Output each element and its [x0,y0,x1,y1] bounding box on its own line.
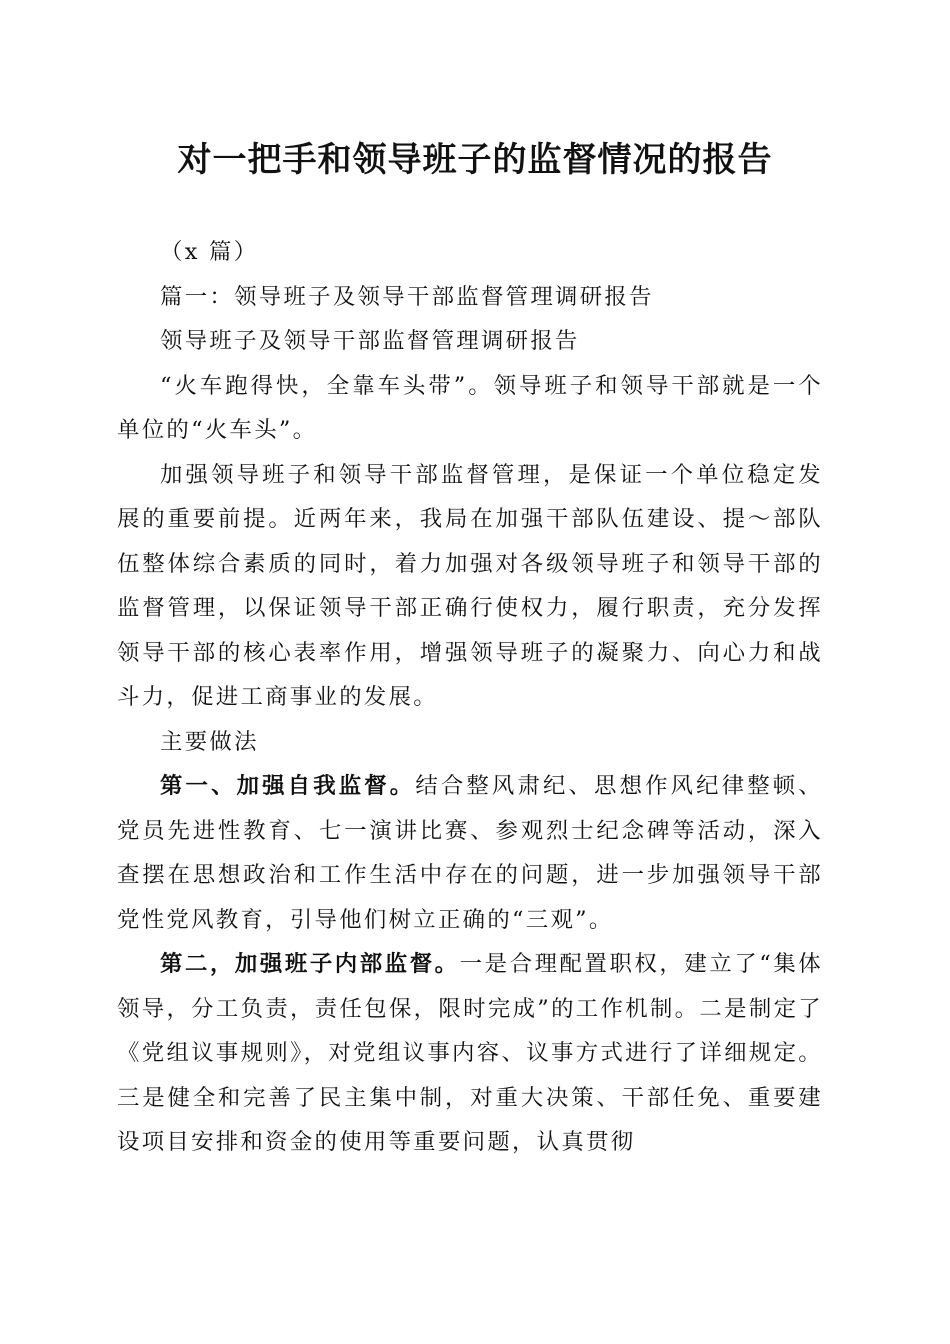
paragraph-text: 领导班子及领导干部监督管理调研报告 [160,328,580,354]
paragraph-section-heading [117,720,823,765]
paragraph-report-title [117,319,823,364]
paragraph-lead: 第二，加强班子内部监督。 [160,951,460,977]
paragraph-internal-supervision [117,942,823,1165]
paragraph-text: 篇一：领导班子及领导干部监督管理调研报告 [160,283,654,310]
paragraph-lead: 第一、加强自我监督。 [160,773,416,799]
paragraph-text: 主要做法 [160,728,259,755]
paragraph-overview [117,453,823,720]
paragraph-volume-note [117,230,823,275]
paragraph-text: “火车跑得快，全靠车头带”。领导班子和领导干部就是一个单位的“火车头”。 [117,372,823,443]
paragraph-text: 一是合理配置职权，建立了“集体领导，分工负责，责任包保，限时完成”的工作机制。二是制定了《党组议事规则》，对党组议事内容、议事方式进行了详细规定。三是健全和完善了民主集中制，对重大决策、干部任免、重要建设项目安排和资金的使用等重要问题，认真贯彻 [117,951,823,1155]
paragraph-text: 加强领导班子和领导干部监督管理，是保证一个单位稳定发展的重要前提。近两年来，我局在加强干部队伍建设、提～部队伍整体综合素质的同时，着力加强对各级领导班子和领导干部的监督管理，以保证领导干部正确行使权力，履行职责，充分发挥领导干部的核心表率作用，增强领导班子的凝聚力、向心力和战斗力，促进工商事业的发展。 [117,461,823,710]
paragraph-text: 结合整风肃纪、思想作风纪律整顿、党员先进性教育、七一演讲比赛、参观烈士纪念碑等活动，深入查摆在思想政治和工作生活中存在的问题，进一步加强领导干部党性党风教育，引导他们树立正确的“三观”。 [117,773,823,933]
paragraph-text: （x 篇） [160,239,259,265]
paragraph-part-heading [117,275,823,320]
document-title: 对一把手和领导班子的监督情况的报告 [177,140,773,180]
paragraph-intro-quote [117,364,823,453]
document-body [117,230,823,1165]
paragraph-self-supervision [117,764,823,942]
